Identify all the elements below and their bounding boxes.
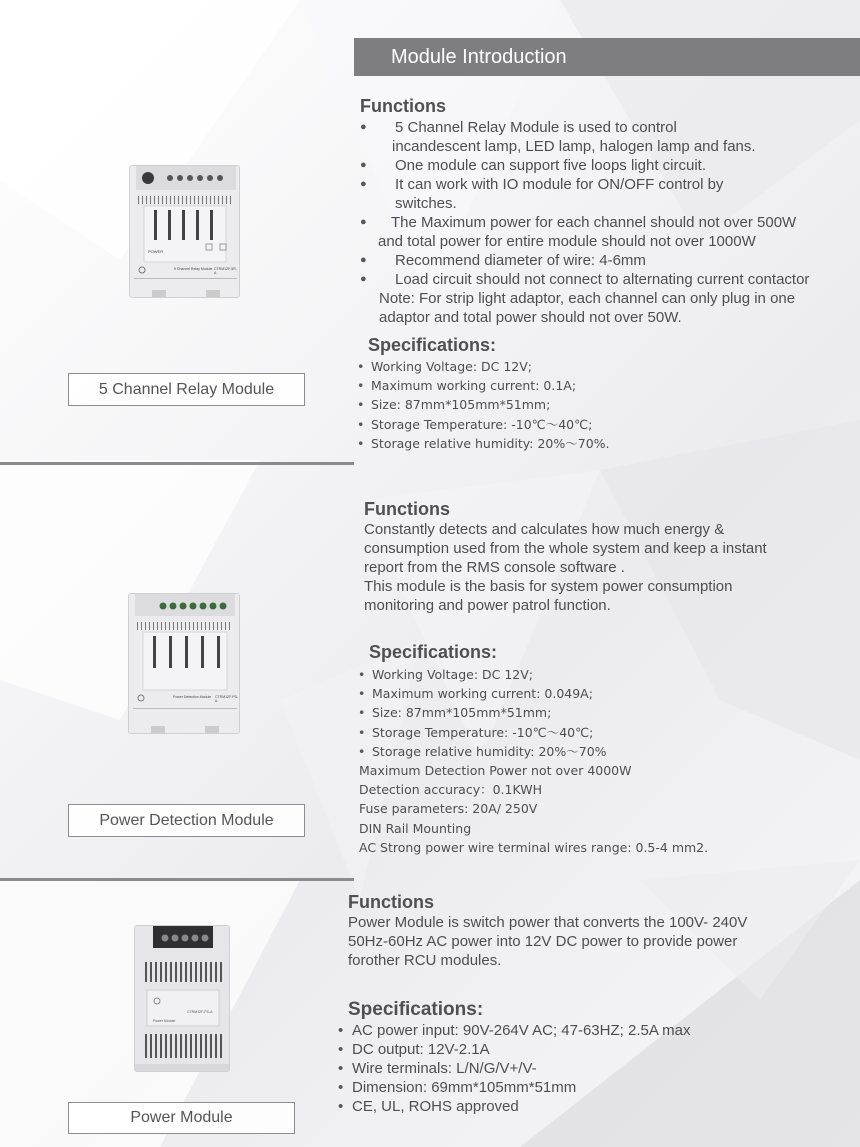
detection-spec-extra: Maximum Detection Power not over 4000W: [359, 763, 632, 779]
relay-spec-item: • Storage relative humidity: 20%～70%.: [357, 434, 610, 453]
relay-function-line: ● Recommend diameter of wire: 4-6mm: [395, 252, 646, 269]
detection-function-line: Constantly detects and calculates how much energy &: [364, 521, 725, 538]
power-spec-item: • DC output: 12V-2.1A: [338, 1040, 818, 1059]
detection-spec-extra: DIN Rail Mounting: [359, 820, 472, 836]
power-module-image: [134, 925, 230, 1072]
power-specs-list: [338, 1021, 818, 1116]
power-function-line: 50Hz-60Hz AC power into 12V DC power to provide power: [348, 933, 738, 950]
power-specs-title: Specifications:: [348, 999, 484, 1020]
power-module-illustration: [135, 926, 230, 1072]
relay-function-line: Note: For strip light adaptor, each channel can only plug in one: [379, 290, 796, 307]
power-module-label: Power Module: [68, 1102, 295, 1134]
relay-function-item: [360, 251, 830, 270]
detection-function-line: This module is the basis for system power consumption: [364, 578, 733, 595]
power-device-label-mid: Power Module: [153, 1019, 176, 1023]
relay-function-item: [360, 270, 830, 327]
detection-spec-item: • Working Voltage: DC 12V;: [358, 665, 708, 684]
detection-spec-item: • Storage Temperature: -10℃～40℃;: [358, 723, 708, 742]
detection-functions-title: Functions: [364, 499, 450, 519]
power-device-code: CTRM12F-PS-A: [187, 1010, 213, 1014]
power-spec-item: • CE, UL, ROHS approved: [338, 1097, 818, 1116]
relay-module-image: [129, 165, 240, 298]
power-detection-module-image: [128, 593, 240, 734]
power-detection-illustration: [129, 594, 240, 734]
detection-spec-item: • Size: 87mm*105mm*51mm;: [358, 703, 708, 722]
relay-functions-title: Functions: [360, 96, 446, 116]
relay-specs-list: [357, 357, 610, 453]
power-functions-text: [348, 913, 828, 970]
detection-spec-item: • Maximum working current: 0.049A;: [358, 684, 708, 703]
relay-function-line: incandescent lamp, LED lamp, halogen lamp and fans.: [392, 138, 756, 155]
relay-function-line: ● 5 Channel Relay Module is used to control: [395, 119, 677, 136]
relay-function-item: [360, 213, 830, 251]
power-function-line: forother RCU modules.: [348, 952, 502, 969]
relay-function-line: switches.: [395, 195, 457, 212]
relay-function-line: ● Load circuit should not connect to alternating current contactor: [395, 271, 810, 288]
relay-function-line: ● One module can support five loops light circuit.: [395, 157, 706, 174]
relay-device-label-mid: 5 Channel Relay Module: [174, 267, 213, 271]
relay-function-line: ● It can work with IO module for ON/OFF control by: [395, 176, 724, 193]
power-spec-item: • AC power input: 90V-264V AC; 47-63HZ; 2.5A max: [338, 1021, 818, 1040]
relay-function-line: adaptor and total power should not over 50W.: [379, 309, 682, 326]
detection-specs-list: [358, 665, 708, 857]
detection-spec-extra: Detection accuracy：0.1KWH: [359, 782, 542, 798]
detection-function-line: consumption used from the whole system and keep a instant: [364, 540, 767, 557]
power-function-line: Power Module is switch power that converts the 100V- 240V: [348, 914, 748, 931]
detection-function-line: monitoring and power patrol function.: [364, 597, 611, 614]
section-divider: [0, 462, 354, 465]
power-detection-module-label: Power Detection Module: [68, 804, 305, 837]
detection-spec-extra: Fuse parameters: 20A/ 250V: [359, 801, 538, 817]
relay-device-code: CTRM12F-5R-A: [214, 267, 237, 275]
relay-functions-list: [360, 118, 830, 327]
detection-function-line: report from the RMS console software .: [364, 559, 625, 576]
detect-device-label-mid: Power Detection Module: [173, 695, 212, 699]
relay-spec-item: • Size: 87mm*105mm*51mm;: [357, 395, 610, 414]
detection-functions-text: [364, 520, 834, 615]
power-functions-title: Functions: [348, 892, 434, 912]
relay-device-label-top: POWER: [148, 249, 164, 254]
detection-spec-item: • Storage relative humidity: 20%～70%: [358, 742, 708, 761]
relay-specs-title: Specifications:: [368, 335, 497, 355]
relay-spec-item: • Maximum working current: 0.1A;: [357, 376, 610, 395]
power-spec-item: • Dimension: 69mm*105mm*51mm: [338, 1078, 818, 1097]
detect-device-code: CTRM12F-PD-A: [215, 695, 239, 703]
detection-specs-title: Specifications:: [369, 642, 498, 662]
relay-spec-item: • Storage Temperature: -10℃～40℃;: [357, 415, 610, 434]
relay-spec-item: • Working Voltage: DC 12V;: [357, 357, 610, 376]
relay-function-item: [360, 118, 830, 156]
relay-function-line: ● The Maximum power for each channel should not over 500W: [391, 214, 797, 231]
section-header: Module Introduction: [354, 38, 860, 76]
power-spec-item: • Wire terminals: L/N/G/V+/V-: [338, 1059, 818, 1078]
relay-module-illustration: [130, 166, 240, 298]
relay-function-item: [360, 175, 830, 213]
section-divider: [0, 878, 354, 881]
detection-spec-extra: AC Strong power wire terminal wires range: 0.5-4 mm2.: [359, 839, 709, 855]
relay-function-line: and total power for entire module should not over 1000W: [378, 233, 756, 250]
relay-function-item: [360, 156, 830, 175]
relay-module-label: 5 Channel Relay Module: [68, 373, 305, 406]
